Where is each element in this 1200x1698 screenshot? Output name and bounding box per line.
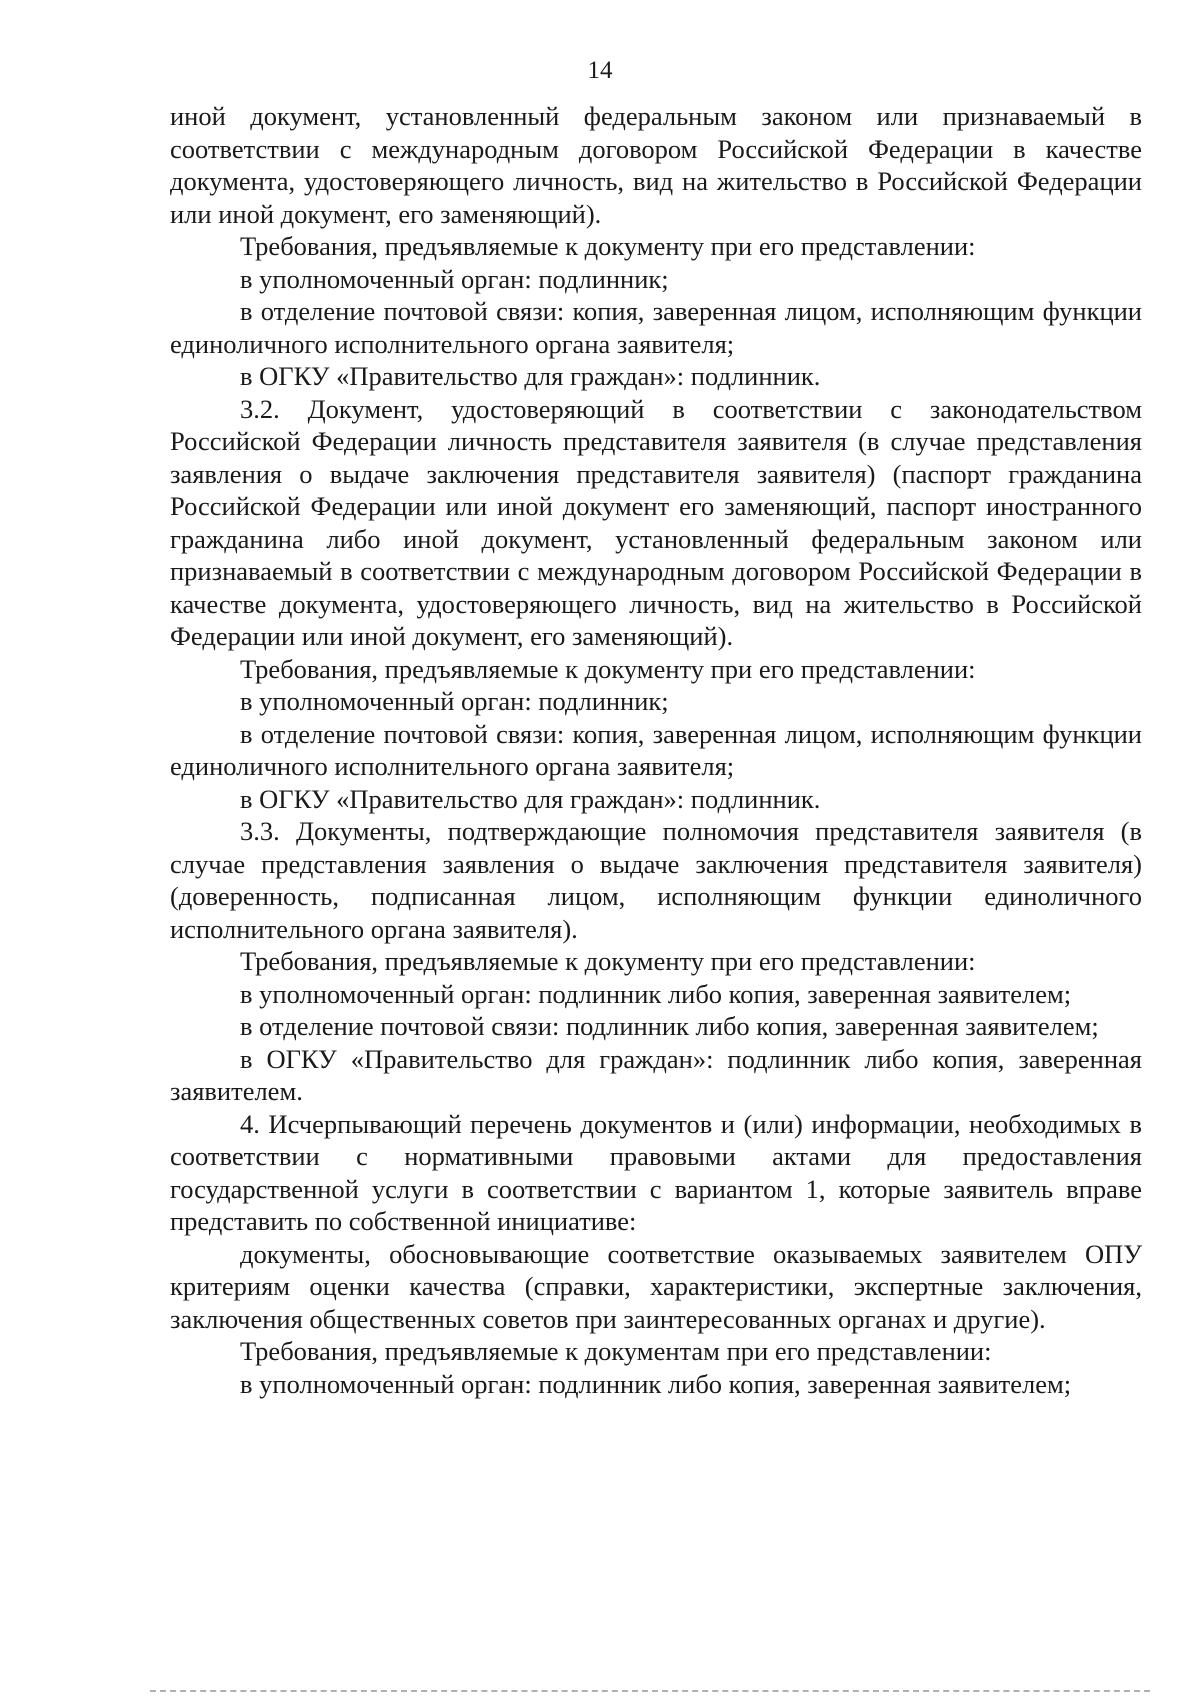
paragraph: документы, обосновывающие соответствие оказываемых заявителем ОПУ критериям оценки качества (справки, характеристики, экспертные заключения, заключения общественных советов при заинтересованных органах и другие). [170, 1238, 1142, 1334]
scan-edge-line [150, 1690, 1150, 1692]
paragraph: иной документ, установленный федеральным законом или признаваемый в соответствии с международным договором Российской Федерации в качестве документа, удостоверяющего личность, вид на жительство в Российской Федерации или иной документ, его заменяющий). [170, 101, 1142, 229]
paragraph: 3.2. Документ, удостоверяющий в соответствии с законодательством Российской Федерации личность представителя заявителя (в случае представления заявления о выдаче заключения представителя заявителя) (паспорт гражданина Российской Федерации или иной документ его заменяющий, паспорт иностранного гражданина либо иной документ, установленный федеральным законом или признаваемый в соответствии с международным договором Российской Федерации в качестве документа, удостоверяющего личность, вид на жительство в Российской Федерации или иной документ, его заменяющий). [170, 393, 1142, 651]
document-body [170, 100, 1142, 1400]
paragraph: в ОГКУ «Правительство для граждан»: подлинник. [240, 783, 821, 814]
paragraph: 4. Исчерпывающий перечень документов и (или) информации, необходимых в соответствии с нормативными правовыми актами для предоставления государственной услуги в соответствии с вариантом 1, которые заявитель вправе представить по собственной инициативе: [170, 1108, 1142, 1236]
page-number: 14 [587, 57, 613, 84]
paragraph: в отделение почтовой связи: копия, заверенная лицом, исполняющим функции единоличного исполнительного органа заявителя; [170, 718, 1142, 781]
paragraph: Требования, предъявляемые к документам при его представлении: [240, 1336, 992, 1366]
paragraph: Требования, предъявляемые к документу при его представлении: [240, 946, 976, 976]
paragraph: в уполномоченный орган: подлинник; [240, 263, 669, 294]
paragraph: 3.3. Документы, подтверждающие полномочия представителя заявителя (в случае представления заявления о выдаче заключения представителя заявителя) (доверенность, подписанная лицом, исполняющим функции единоличного исполнительного органа заявителя). [170, 816, 1142, 944]
paragraph: Требования, предъявляемые к документу при его представлении: [240, 231, 976, 261]
paragraph: в ОГКУ «Правительство для граждан»: подлинник либо копия, заверенная заявителем. [170, 1043, 1142, 1106]
paragraph: в уполномоченный орган: подлинник; [240, 686, 669, 716]
paragraph: Требования, предъявляемые к документу при его представлении: [240, 653, 976, 684]
paragraph: в отделение почтовой связи: подлинник либо копия, заверенная заявителем; [240, 1011, 1099, 1041]
paragraph: в уполномоченный орган: подлинник либо копия, заверенная заявителем; [240, 978, 1072, 1009]
paragraph: в ОГКУ «Правительство для граждан»: подлинник. [240, 361, 821, 391]
paragraph: в отделение почтовой связи: копия, заверенная лицом, исполняющим функции единоличного исполнительного органа заявителя; [170, 296, 1142, 359]
paragraph: в уполномоченный орган: подлинник либо копия, заверенная заявителем; [240, 1368, 1072, 1399]
